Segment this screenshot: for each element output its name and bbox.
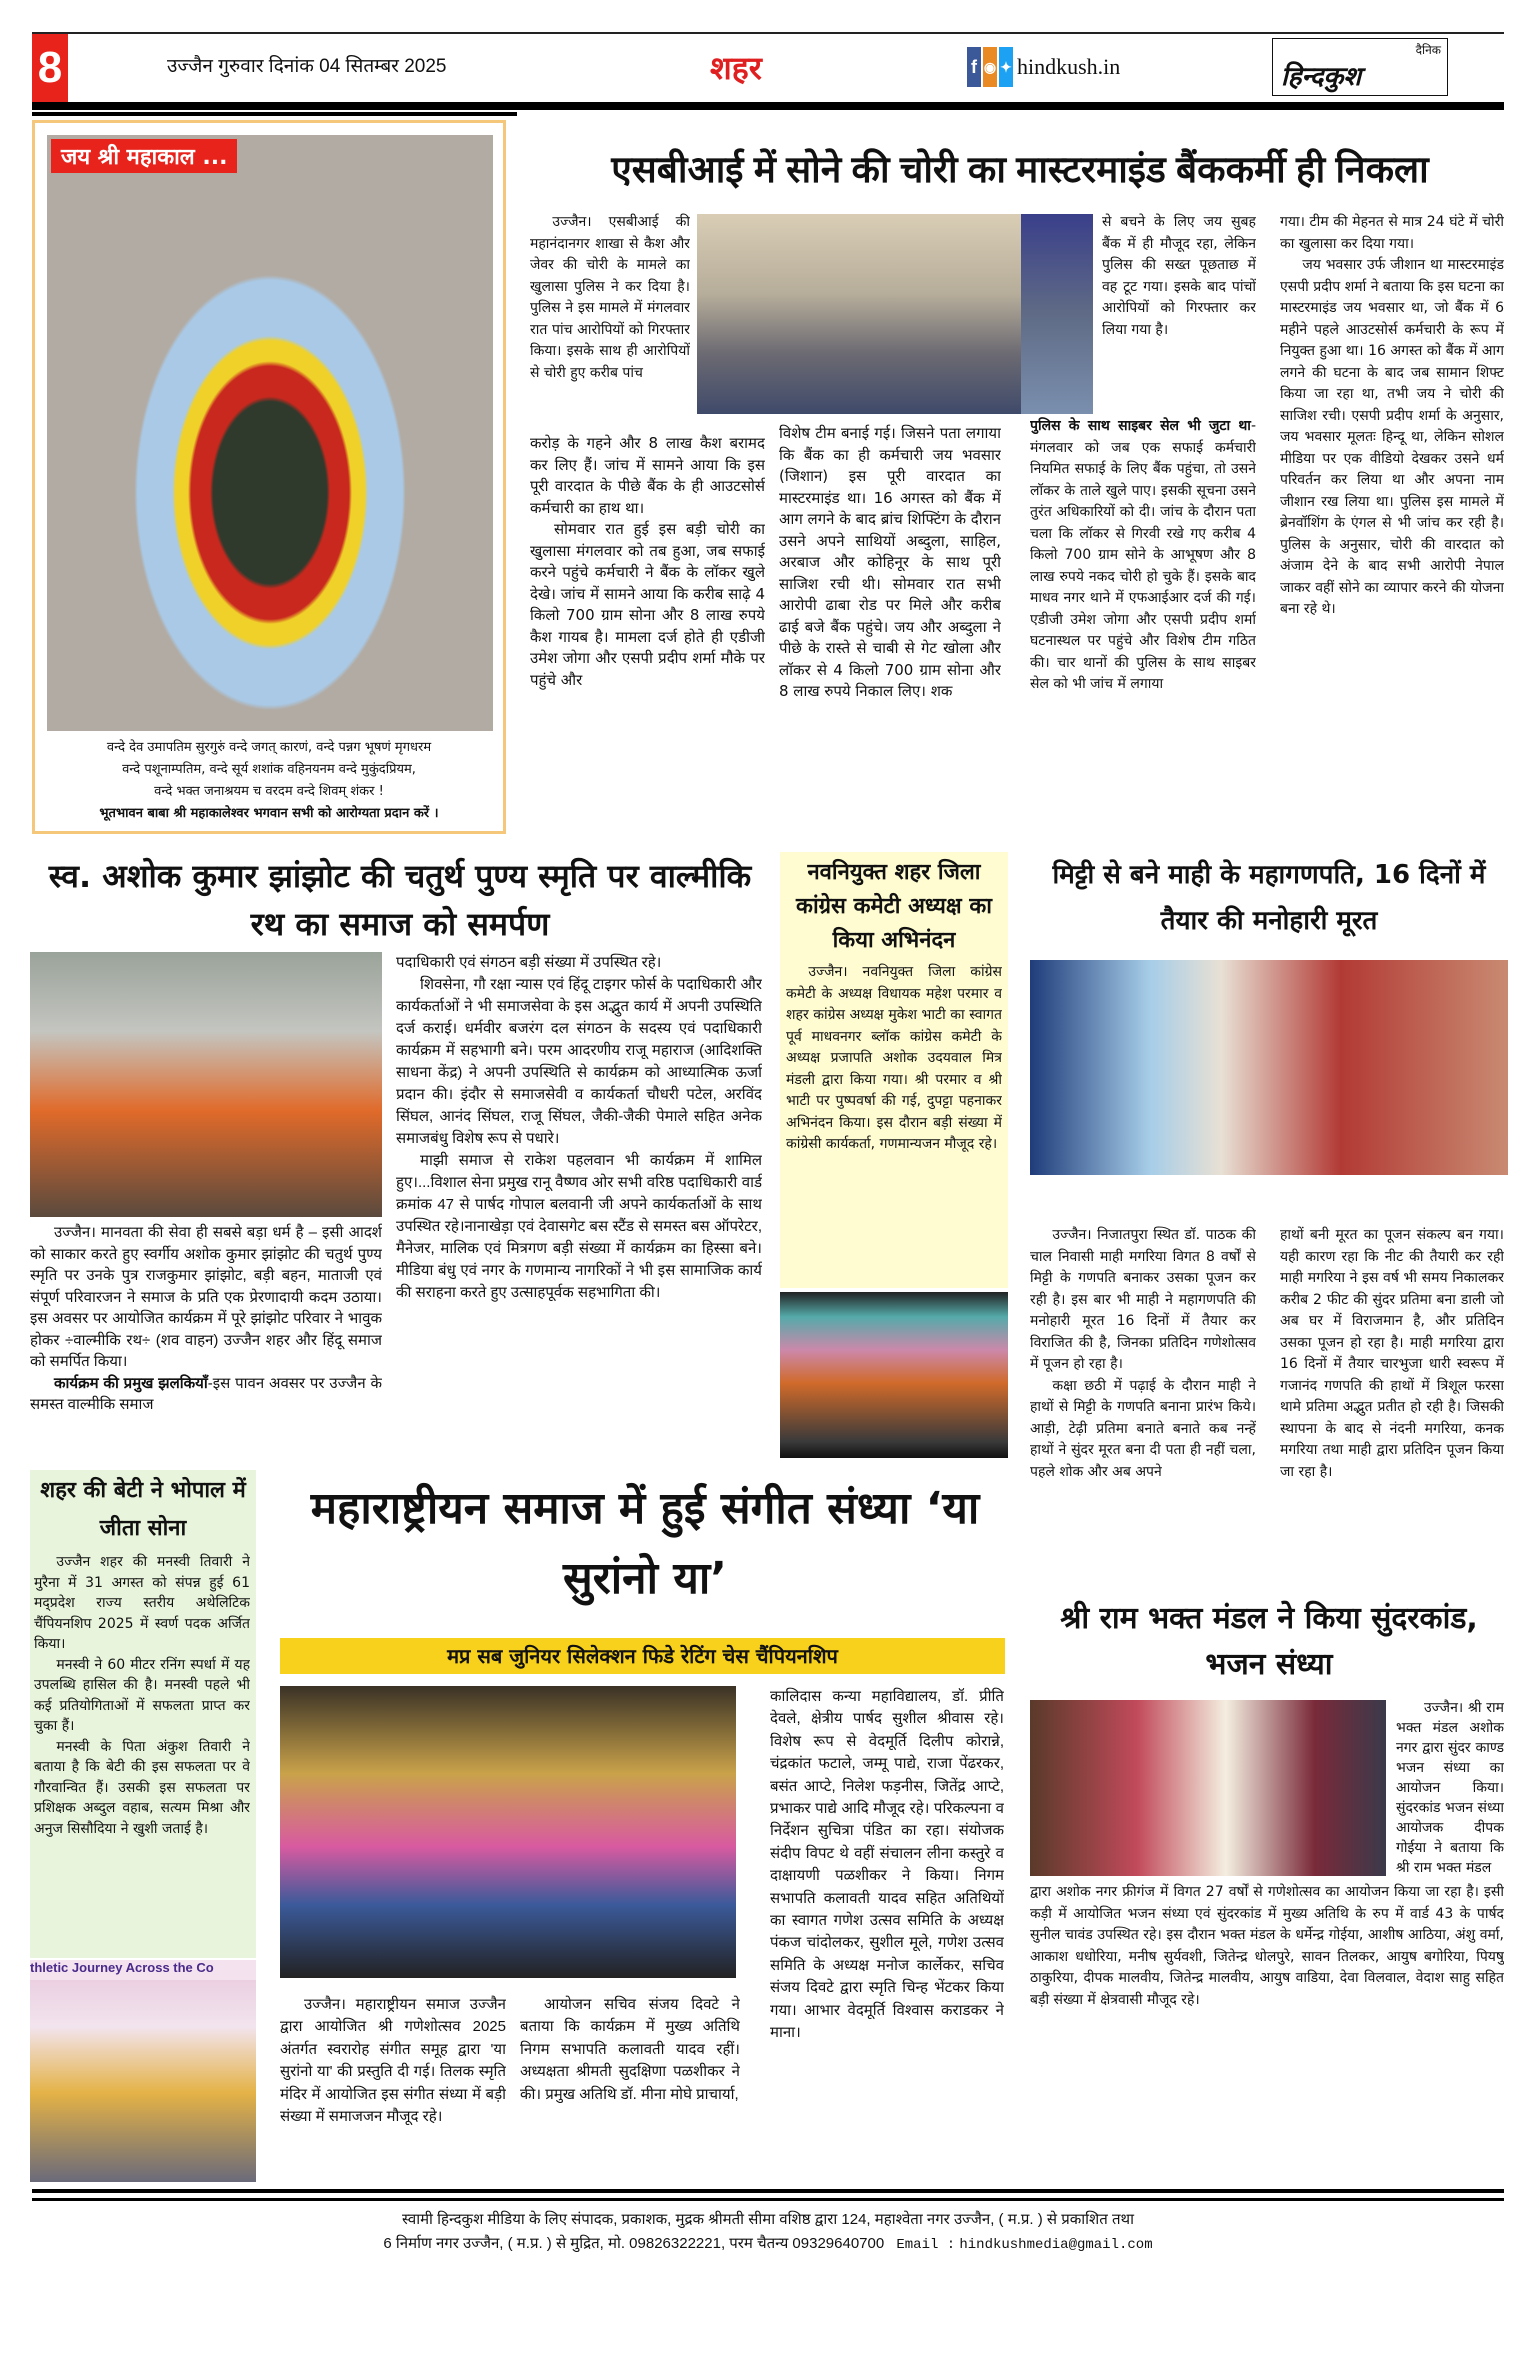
ram-bhakt-bottom: द्वारा अशोक नगर फ्रीगंज में विगत 27 वर्षों से गणेशोत्सव का आयोजन किया जा रहा है। इसी कड़ी में आयोजित भजन संध्या एवं सुंदरकांड में मुख्य अतिथि के रुप में वार्ड 43 के पार्षद सुनील चावंड उपस्थित रहे। इस दौरान भक्त मंडल के धर्मेन्द्र गोईया, आशीष आठिया, अंशु वर्मा, आकाश धधोरिया, मनीष सुर्यवशी, जितेन्द्र धोलपुरे, सावन तिलकर, आयुष बगोरिया, पियषु ठाकुरिया, दीपक मालवीय, जितेन्द्र मालवीय, आयुष वाडिया, देवा विलवाल, वेदाश साहु सहित बड़ी संख्या में क्षेत्रवासी मौजूद रहे। — [1030, 1884, 1504, 2008]
logo-tagline: दैनिक — [1415, 43, 1441, 57]
paragraph: उज्जैन। मानवता की सेवा ही सबसे बड़ा धर्म है – इसी आदर्श को साकार करते हुए स्वर्गीय अशोक कुमार झांझोट की चतुर्थ पुण्य स्मृति पर उनके पुत्र राजकुमार झांझोट, बड़ी बहन, माताजी एवं संपूर्ण परिवारजन ने समाज के प्रति एक प्रेरणादायी कदम उठाया। इस अवसर पर आयोजित कार्यक्रम में पूरे झांझोट परिवार ने भावुक होकर ÷वाल्मीकि रथ÷ (शव वाहन) उज्जैन शहर और हिंदू समाज को समर्पित किया। — [30, 1224, 382, 1370]
subheading: पुलिस के साथ साइबर सेल भी जुटा था — [1030, 418, 1251, 434]
paragraph: माझी समाज से राकेश पहलवान भी कार्यक्रम में शामिल हुए।...विशाल सेना प्रमुख रानू वैष्णव ओर सभी वरिष्ठ पदाधिकारी वार्ड क्रमांक 47 से पार्षद गोपाल बलवानी जी अपने कार्यकर्ताओं के साथ उपस्थित रहे।नानाखेड़ा एवं देवासगेट बस स्टैंड से समस्त बस ऑपरेटर, मैनेजर, मालिक एवं मित्रगण बड़ी संख्या में कार्यक्रम का हिस्सा बने।मीडिया बंधु एवं नगर के गणमान्य नागरिकों ने भी इस सामाजिक कार्य की सराहना करते हुए उत्साहपूर्वक सहभागिता की। — [396, 1152, 762, 1301]
lead-col1-top: उज्जैन। एसबीआई की महानंदानगर शाखा से कैश और जेवर की चोरी के मामले का खुलासा पुलिस ने कर दिया है। पुलिस ने इस मामले में मंगलवार रात पांच आरोपियों को गिरफ्तार किया। इसके साथ ही आरोपियों से चोरी हुए करीब पांच — [530, 214, 690, 381]
shloka-line: वन्दे भक्त जनाश्रयम च वरदम वन्दे शिवम् शंकर ! — [154, 784, 384, 799]
maharashtra-headline: महाराष्ट्रीयन समाज में हुई संगीत संध्या ‘या सुरांनो या’ — [310, 1483, 980, 1604]
paragraph: पदाधिकारी एवं संगठन बड़ी संख्या में उपस्थित रहे। — [396, 954, 662, 971]
maharashtra-col1: उज्जैन। महाराष्ट्रीयन समाज उज्जैन द्वारा आयोजित श्री गणेशोत्सव 2025 अंतर्गत स्वरारोह संगीत समूह द्वारा 'या सुरांनो या' की प्रस्तुति दी गई। तिलक स्मृति मंदिर में आयोजित इस संगीत संध्या में बड़ी संख्या में समाजजन मौजूद रहे। — [280, 1996, 506, 2126]
paragraph: मनस्वी ने 60 मीटर रनिंग स्पर्धा में यह उपलब्धि हासिल की है। मनस्वी पहले भी कई प्रतियोगिताओं में सफलता प्राप्त कर चुका हैं। — [34, 1656, 250, 1734]
lead-col3-bottom — [1030, 416, 1256, 837]
social-links — [967, 47, 1013, 87]
newspaper-logo — [1272, 38, 1448, 96]
mahakal-photo — [47, 135, 493, 731]
paragraph: से बचने के लिए जय सुबह बैंक में ही मौजूद रहा, लेकिन पुलिस की सख्त पूछताछ में वह टूट गया। इसके बाद पांचों आरोपियों को गिरफ्तार कर लिया गया है। — [1102, 214, 1256, 338]
maharashtra-photo — [280, 1686, 736, 1978]
daughter-body — [34, 1552, 250, 1954]
divider — [32, 112, 517, 116]
subheading: कार्यक्रम की प्रमुख झलकियाँ — [54, 1374, 208, 1392]
jhanjhot-col2 — [396, 952, 762, 1458]
mahakal-tag: जय श्री महाकाल ... — [51, 139, 237, 173]
ganpati-photo — [1030, 960, 1508, 1175]
divider — [32, 2198, 1504, 2201]
imprint-address: 6 निर्माण नगर उज्जैन, ( म.प्र. ) से मुद्रित, मो. 09826322221, परम चैतन्य 09329640700 — [383, 2235, 885, 2252]
dateline: उज्जैन गुरुवार दिनांक 04 सितम्बर 2025 — [167, 56, 447, 77]
imprint-line: स्वामी हिन्दकुश मीडिया के लिए संपादक, प्रकाशक, मुद्रक श्रीमती सीमा वशिष्ठ द्वारा 124, महाश्वेता नगर उज्जैन, ( म.प्र. ) से प्रकाशित तथा — [402, 2211, 1134, 2228]
chess-strip: मप्र सब जुनियर सिलेक्शन फिडे रेटिंग चेस चैंपियनशिप — [280, 1638, 1005, 1674]
logo-name: हिन्दकुश — [1281, 62, 1362, 92]
page-number: 8 — [32, 34, 68, 102]
lead-col2: विशेष टीम बनाई गई। जिसने पता लगाया कि बैंक का ही कर्मचारी जय भवसार (जिशान) इस पूरी वारदात का मास्टरमाइंड था। 16 अगस्त को बैंक में आग लगने के बाद ब्रांच शिफ्टिंग के दौरान उसने अपने साथियों अब्दुला, साहिल, अरबाज और कोहिनूर के साथ पूरी साजिश रची थी। सोमवार रात सभी आरोपी ढाबा रोड पर मिले और करीब ढाई बजे बैंक पहुंचे। जय और अब्दुला ने पीछे के रास्ते से चाबी से गेट खोला और लॉकर से 4 किलो 700 ग्राम सोना और 8 लाख रुपये निकाल लिए। शक — [779, 424, 1001, 700]
website-link[interactable]: hindkush.in — [1017, 54, 1121, 79]
jhanjhot-headline: स्व. अशोक कुमार झांझोट की चतुर्थ पुण्य स्मृति पर वाल्मीकि रथ का समाज को समर्पण — [48, 857, 752, 943]
jhanjhot-col1 — [30, 1222, 382, 1458]
lead-headline: एसबीआई में सोने की चोरी का मास्टरमाइंड बैंककर्मी ही निकला — [611, 149, 1429, 190]
photo-banner-text: thletic Journey Across the Co — [30, 1960, 256, 1980]
shloka-line: वन्दे देव उमापतिम सुरगुरुं वन्दे जगत् कारणं, वन्दे पन्नग भूषणं मृगधरम — [106, 740, 432, 755]
congress-photo — [780, 1292, 1008, 1458]
paragraph: मनस्वी के पिता अंकुश तिवारी ने बताया है कि बेटी की इस सफलता पर वे गौरवान्वित हैं। उसकी इस सफलता पर प्रशिक्षक अब्दुल वहाब, सत्यम मिश्रा और अनुज सिसौदिया ने खुशी जताई है। — [34, 1738, 250, 1837]
shloka-line: भूतभावन बाबा श्री महाकालेश्वर भगवान सभी को आरोग्यता प्रदान करें । — [99, 806, 439, 821]
lead-col4 — [1280, 212, 1504, 837]
congress-body: उज्जैन। नवनियुक्त जिला कांग्रेस कमेटी के अध्यक्ष विधायक महेश परमार व शहर कांग्रेस अध्यक्ष मुकेश भाटी का स्वागत पूर्व माधवनगर ब्लॉक कांग्रेस कमेटी के अध्यक्ष प्रजापति अशोक उदयवाल मित्र मंडली द्वारा किया गया। श्री परमार व श्री भाटी पर पुष्पवर्षा की गई, दुपट्टा पहनाकर अभिनंदन किया। इस दौरान बड़ी संख्या में कांग्रेसी कार्यकर्ता, गणमान्यजन मौजूद रहे। — [786, 964, 1002, 1152]
lead-col3-top — [1102, 212, 1256, 412]
congress-box — [780, 852, 1008, 1288]
ram-bhakt-headline: श्री राम भक्त मंडल ने किया सुंदरकांड, भजन संध्या — [1060, 1601, 1478, 1682]
paragraph: करोड़ के गहने और 8 लाख कैश बरामद कर लिए हैं। जांच में सामने आया कि इस पूरी वारदात के पीछे बैंक के ही आउटसोर्स कर्मचारी का हाथ था। — [530, 434, 765, 517]
shloka — [41, 737, 497, 825]
jhanjhot-photo — [30, 952, 382, 1217]
ram-bhakt-side: उज्जैन। श्री राम भक्त मंडल अशोक नगर द्वारा सुंदर काण्ड भजन संध्या का आयोजन किया। सुंदरकांड भजन संध्या आयोजक दीपक गोईया ने बताया कि श्री राम भक्त मंडल — [1396, 1700, 1504, 1876]
paragraph: -मंगलवार को जब एक सफाई कर्मचारी नियमित सफाई के लिए बैंक पहुंचा, तो उसने लॉकर के ताले खुले पाए। इसकी सूचना उसने तुरंत अधिकारियों को दी। जांच के दौरान पता चला कि लॉकर से गिरवी रखे गए करीब 4 किलो 700 ग्राम सोने के आभूषण और 8 लाख रुपये नकद चोरी हो चुके हैं। इसके बाद माधव नगर थाने में एफआईआर दर्ज की गई। एडीजी उमेश जोगा और एसपी प्रदीप शर्मा घटनास्थल पर पहुंचे और विशेष टीम गठित की। चार थानों की पुलिस के साथ साइबर सेल को भी जांच में लगाया — [1030, 418, 1256, 692]
email-label: Email : — [896, 2237, 956, 2253]
ganpati-col2: हाथों बनी मूरत का पूजन संकल्प बन गया। यही कारण रहा कि नीट की तैयारी कर रही माही मगरिया ने इस वर्ष भी समय निकालकर करीब 2 फीट की सुंदर प्रतिमा बना डाली जो अब घर में विराजमान है, और प्रतिदिन उसका पूजन हो रहा है। माही मगरिया द्वारा 16 दिनों में तैयार चारभुजा धारी स्वरूप में गजानंद गणपति की हाथों में त्रिशूल फरसा थामे प्रतिमा अद्भुत प्रतीत हो रही है। जिसकी स्थापना के बाद से नंदनी मगरिया, कनक मगरिया तथा माही द्वारा प्रतिदिन पूजन किया जा रहा है। — [1280, 1227, 1504, 1480]
lead-photo-2 — [1021, 214, 1093, 414]
divider — [32, 2189, 1504, 2193]
ram-bhakt-photo — [1030, 1700, 1386, 1876]
paragraph: कक्षा छठी में पढ़ाई के दौरान माही ने हाथों से मिट्टी के गणपति बनाना प्रारंभ किये। आड़ी, टेढ़ी प्रतिमा बनाते बनाते कब नन्हें हाथों ने सुंदर मूरत बना दी पता ही नहीं चला, पहले शोक और अब अपने — [1030, 1377, 1256, 1480]
paragraph: सोमवार रात हुई इस बड़ी चोरी का खुलासा मंगलवार को तब हुआ, जब सफाई करने पहुंचे कर्मचारी ने बैंक के लॉकर खुले देखे। जांच में सामने आया कि करीब साढ़े 4 किलो 700 ग्राम सोना और 8 लाख रुपये कैश गायब है। मामला दर्ज होते ही एडीजी उमेश जोगा और एसपी प्रदीप शर्मा मौके पर पहुंचे और — [530, 520, 765, 689]
section-title: शहर — [710, 49, 762, 87]
maharashtra-right-col: कालिदास कन्या महाविद्यालय, डॉ. प्रीति देवले, क्षेत्रीय पार्षद सुशील श्रीवास रहे। विशेष रूप से वेदमूर्ति दिलीप कोरान्ने, चंद्रकांत फटाले, जम्मू पाद्ये, राजा पेंढरकर, बसंत आप्टे, निलेश फड़नीस, जितेंद्र आप्टे, प्रभाकर पाद्ये आदि मौजूद रहे। परिकल्पना व निर्देशन सुचित्रा पंडित का रहा। संयोजक संदीप विपट थे वहीं संचालन लीना कस्तुरे व दाक्षायणी पळशीकर ने किया। निगम सभापति कलावती यादव सहित अतिथियों का स्वागत गणेश उत्सव समिति के अध्यक्ष पंकज चांदोलकर, सुशील मूले, गणेश उत्सव समिति के अध्यक्ष मनोज कार्लेकर, सचिव संजय दिवटे द्वारा स्मृति चिन्ह भेंटकर किया गया। आभार वेदमूर्ति विश्वास कराडकर ने माना। — [770, 1688, 1004, 2042]
daughter-box — [30, 1470, 256, 1958]
lead-photo — [697, 214, 1021, 414]
paragraph: उज्जैन। निजातपुरा स्थित डॉ. पाठक की चाल निवासी माही मगरिया विगत 8 वर्षों से मिट्टी के गणपति बनाकर उसका पूजन कर रही है। इस बार भी माही ने महागणपति की मनोहारी मूरत 16 दिनों में तैयार कर विराजित की है, जिनका प्रतिदिन गणेशोत्सव में पूजन हो रहा है। — [1030, 1227, 1256, 1372]
paragraph: जय भवसार उर्फ जीशान था मास्टरमाइंड एसपी प्रदीप शर्मा ने बताया कि इस घटना का मास्टरमाइंड जय भवसार था, जो बैंक में 6 महीने पहले आउटसोर्स कर्मचारी के रूप में नियुक्त हुआ था। 16 अगस्त को बैंक में आग लगने की घटना के बाद जब सामान शिफ्ट किया जा रहा था, तभी जय ने चोरी की साजिश रची। एसपी प्रदीप शर्मा के अनुसार, जय भवसार मूलतः हिन्दू था, लेकिन सोशल मीडिया पर एक वीडियो देखकर उसने धर्म परिवर्तन कर लिया था और अपना नाम जीशान रख लिया था। पुलिस इस मामले में ब्रेनवॉशिंग के एंगल से भी जांच कर रही है। पुलिस के अनुसार, चोरी की वारदात को अंजाम देने के बाद सभी आरोपी नेपाल जाकर वहीं सोने का व्यापार करने की योजना बना रहे थे। — [1280, 257, 1504, 617]
imprint-line — [0, 2232, 1536, 2257]
rss-icon[interactable]: ◉ — [983, 47, 997, 87]
paragraph: गया। टीम की मेहनत से मात्र 24 घंटे में चोरी का खुलासा कर दिया गया। — [1280, 214, 1504, 252]
paragraph — [30, 1373, 382, 1416]
email-link[interactable]: hindkushmedia@gmail.com — [959, 2237, 1153, 2253]
ganpati-headline: मिट्टी से बने माही के महागणपति, 16 दिनों में तैयार की मनोहारी मूरत — [1052, 860, 1486, 936]
ganpati-col1 — [1030, 1225, 1256, 1585]
imprint — [0, 2208, 1536, 2257]
paragraph: शिवसेना, गौ रक्षा न्यास एवं हिंदू टाइगर फोर्स के पदाधिकारी और कार्यकर्ताओं ने भी समाजसेवा के इस अद्भुत कार्य में अपनी उपस्थिति दर्ज कराई। धर्मवीर बजरंग दल संगठन के सदस्य एवं पदाधिकारी कार्यक्रम में सहभागी बने। परम आदरणीय राजू महाराज (आदिशक्ति साधना केंद्र) ने अपनी उपस्थिति से कार्यक्रम को आध्यात्मिक ऊर्जा प्रदान की। इंदौर से समाजसेवी व कार्यकर्ता चौधरी पटेल, अरविंद सिंघल, आनंद सिंघल, राजू सिंघल, जैकी-जैकी पेमाले सहित अनेक समाजबंधु विशेष रूप से पधारे। — [396, 976, 762, 1147]
shloka-line: वन्दे पशूनाम्पतिम, वन्दे सूर्य शशांक वहिनयनम वन्दे मुकुंदप्रियम, — [122, 762, 416, 777]
daughter-headline: शहर की बेटी ने भोपाल में जीता सोना — [40, 1478, 246, 1541]
twitter-icon[interactable]: ✦ — [999, 47, 1013, 87]
maharashtra-col2: आयोजन सचिव संजय दिवटे ने बताया कि कार्यक्रम में मुख्य अतिथि निगम सभापति कलावती यादव रहीं। अध्यक्षता श्रीमती सुदक्षिणा पळशीकर ने की। प्रमुख अतिथि डॉ. मीना मोघे प्राचार्या, — [520, 1996, 740, 2103]
facebook-icon[interactable]: f — [967, 47, 981, 87]
lead-col1-bottom — [530, 433, 765, 837]
mahakal-box — [32, 120, 506, 834]
paragraph: उज्जैन शहर की मनस्वी तिवारी ने मुरैना में 31 अगस्त को संपन्न हुई 61 मद्प्रदेश राज्य स्तरीय अथेलिटिक चैंपियनशिप 2025 में स्वर्ण पदक अर्जित किया। — [34, 1554, 250, 1652]
congress-headline: नवनियुक्त शहर जिला कांग्रेस कमेटी अध्यक्ष का किया अभिनंदन — [796, 860, 992, 953]
masthead — [32, 32, 1504, 110]
daughter-photo — [30, 1960, 256, 2182]
paragraph-text: -इस पावन अवसर पर उज्जैन के समस्त वाल्मीकि समाज — [30, 1374, 382, 1413]
